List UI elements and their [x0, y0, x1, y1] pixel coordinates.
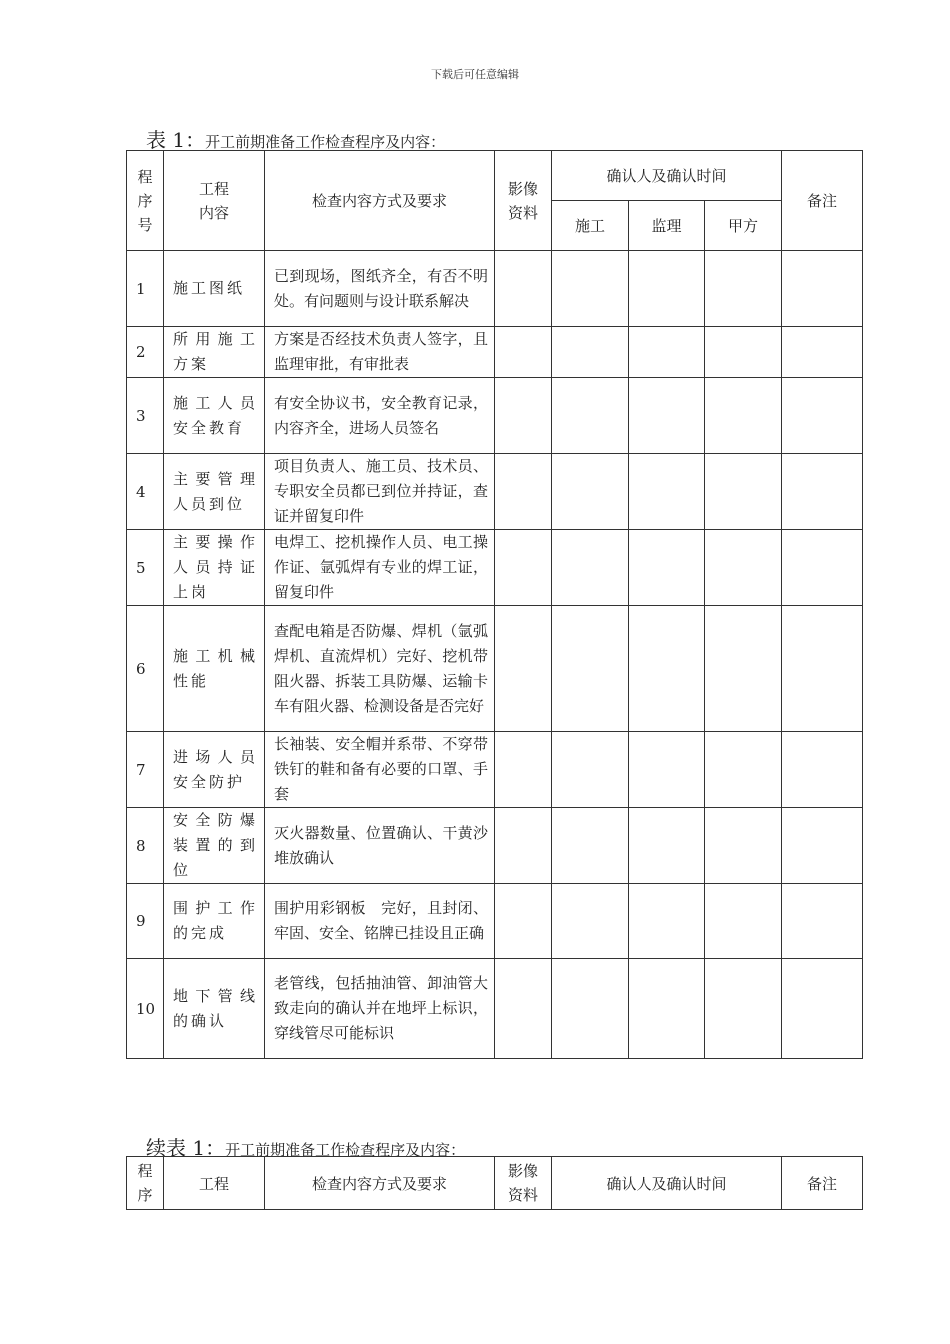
row-project: 施工人员安全教育: [164, 378, 265, 454]
row-media-cell: [495, 732, 552, 808]
row-owner-cell: [705, 454, 782, 530]
header-remark: 备注: [782, 151, 863, 251]
row-supervision-cell: [629, 606, 705, 732]
row-number: 5: [127, 530, 164, 606]
row-project: 所用施工方案: [164, 327, 265, 378]
row-construction-cell: [552, 378, 629, 454]
row-check-content: 围护用彩钢板 完好，且封闭、牢固、安全、铭牌已挂设且正确: [265, 884, 495, 959]
row-number: 7: [127, 732, 164, 808]
row-media-cell: [495, 884, 552, 959]
table-row: [127, 959, 863, 1059]
row-supervision-cell: [629, 959, 705, 1059]
row-construction-cell: [552, 530, 629, 606]
row-check-content: 灭火器数量、位置确认、干黄沙堆放确认: [265, 808, 495, 884]
row-owner-cell: [705, 808, 782, 884]
table-row: [127, 732, 863, 808]
table-row: [127, 378, 863, 454]
table2-caption-text: 开工前期准备工作检查程序及内容：: [225, 1141, 466, 1159]
download-note: 下载后可任意编辑: [431, 68, 519, 81]
header-media: 影像资料: [495, 151, 552, 251]
row-check-content: 老管线，包括抽油管、卸油管大致走向的确认并在地坪上标识，穿线管尽可能标识: [265, 959, 495, 1059]
row-check-content: 查配电箱是否防爆、焊机（氩弧焊机、直流焊机）完好、挖机带阻火器、拆装工具防爆、运输卡车有阻火器、检测设备是否完好: [265, 606, 495, 732]
table-row: [127, 454, 863, 530]
row-project: 施工机械性能: [164, 606, 265, 732]
row-owner-cell: [705, 884, 782, 959]
row-project: 围护工作的完成: [164, 884, 265, 959]
table-row: [127, 884, 863, 959]
row-owner-cell: [705, 530, 782, 606]
row-remark-cell: [782, 808, 863, 884]
table1-caption-prefix: 表 1：: [146, 128, 206, 152]
row-check-content: 长袖装、安全帽并系带、不穿带铁钉的鞋和备有必要的口罩、手套: [265, 732, 495, 808]
row-check-content: 项目负责人、施工员、技术员、专职安全员都已到位并持证，查证并留复印件: [265, 454, 495, 530]
row-remark-cell: [782, 884, 863, 959]
row-media-cell: [495, 959, 552, 1059]
row-owner-cell: [705, 732, 782, 808]
row-project: 进场人员安全防护: [164, 732, 265, 808]
row-supervision-cell: [629, 884, 705, 959]
row-remark-cell: [782, 454, 863, 530]
row-media-cell: [495, 606, 552, 732]
row-construction-cell: [552, 606, 629, 732]
row-media-cell: [495, 530, 552, 606]
row-check-content: 有安全协议书，安全教育记录，内容齐全，进场人员签名: [265, 378, 495, 454]
row-check-content: 电焊工、挖机操作人员、电工操作证、氩弧焊有专业的焊工证，留复印件: [265, 530, 495, 606]
row-media-cell: [495, 378, 552, 454]
row-construction-cell: [552, 959, 629, 1059]
row-remark-cell: [782, 378, 863, 454]
row-number: 2: [127, 327, 164, 378]
row-number: 3: [127, 378, 164, 454]
table-row: [127, 327, 863, 378]
header-owner: 甲方: [705, 201, 782, 251]
table-row: [127, 808, 863, 884]
row-project: 主要管理人员到位: [164, 454, 265, 530]
row-remark-cell: [782, 327, 863, 378]
row-construction-cell: [552, 884, 629, 959]
table2-header-row: [127, 1157, 863, 1210]
row-number: 1: [127, 251, 164, 327]
row-owner-cell: [705, 606, 782, 732]
row-remark-cell: [782, 251, 863, 327]
row-supervision-cell: [629, 378, 705, 454]
header-seq: 程序号: [127, 151, 164, 251]
row-owner-cell: [705, 959, 782, 1059]
row-media-cell: [495, 808, 552, 884]
row-media-cell: [495, 454, 552, 530]
row-construction-cell: [552, 327, 629, 378]
t2-header-check-content: 检查内容方式及要求: [265, 1157, 495, 1210]
row-project: 安全防爆装置的到位: [164, 808, 265, 884]
row-remark-cell: [782, 606, 863, 732]
row-owner-cell: [705, 251, 782, 327]
table1-caption-text: 开工前期准备工作检查程序及内容：: [205, 133, 446, 151]
row-supervision-cell: [629, 808, 705, 884]
row-supervision-cell: [629, 454, 705, 530]
t2-header-project: 工程: [164, 1157, 265, 1210]
row-check-content: 已到现场，图纸齐全，有否不明处。有问题则与设计联系解决: [265, 251, 495, 327]
header-supervision: 监理: [629, 201, 705, 251]
header-check-content: 检查内容方式及要求: [265, 151, 495, 251]
row-construction-cell: [552, 454, 629, 530]
table-row: [127, 606, 863, 732]
row-number: 10: [127, 959, 164, 1059]
header-construction: 施工: [552, 201, 629, 251]
row-supervision-cell: [629, 327, 705, 378]
row-supervision-cell: [629, 251, 705, 327]
t2-header-media: 影像资料: [495, 1157, 552, 1210]
row-supervision-cell: [629, 530, 705, 606]
table-row: [127, 530, 863, 606]
row-construction-cell: [552, 732, 629, 808]
table2-caption-prefix: 续表 1：: [146, 1136, 226, 1160]
row-media-cell: [495, 327, 552, 378]
row-project: 主要操作人员持证上岗: [164, 530, 265, 606]
table1-header-row: [127, 151, 863, 201]
t2-header-remark: 备注: [782, 1157, 863, 1210]
row-supervision-cell: [629, 732, 705, 808]
table-row: [127, 251, 863, 327]
continued-table: [126, 1156, 863, 1210]
row-remark-cell: [782, 959, 863, 1059]
row-remark-cell: [782, 530, 863, 606]
row-project: 地下管线的确认: [164, 959, 265, 1059]
row-number: 9: [127, 884, 164, 959]
header-project: 工程内容: [164, 151, 265, 251]
row-owner-cell: [705, 327, 782, 378]
table1-caption: [146, 124, 445, 153]
row-owner-cell: [705, 378, 782, 454]
row-construction-cell: [552, 251, 629, 327]
row-media-cell: [495, 251, 552, 327]
row-project: 施工图纸: [164, 251, 265, 327]
row-number: 4: [127, 454, 164, 530]
row-construction-cell: [552, 808, 629, 884]
t2-header-confirm: 确认人及确认时间: [552, 1157, 782, 1210]
row-remark-cell: [782, 732, 863, 808]
inspection-table: [126, 150, 863, 1059]
t2-header-seq: 程序: [127, 1157, 164, 1210]
row-check-content: 方案是否经技术负责人签字，且监理审批，有审批表: [265, 327, 495, 378]
row-number: 8: [127, 808, 164, 884]
header-confirm: 确认人及确认时间: [552, 151, 782, 201]
row-number: 6: [127, 606, 164, 732]
